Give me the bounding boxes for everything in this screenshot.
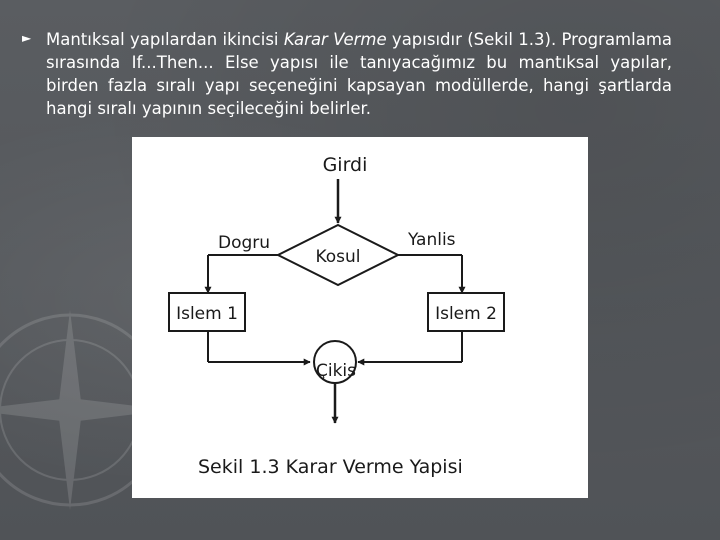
- figure-caption: Sekil 1.3 Karar Verme Yapisi: [198, 456, 463, 478]
- process-2-label: Islem 2: [435, 304, 497, 324]
- paragraph-part-2: yapısıdır (Sekil 1.3). Programlama sırasında If...Then... Else yapısı ile tanıyacağımız bu mantıksal yapılar, birden fazla sıralı yapı seçeneğini kapsayan modüllerde, hangi şartlarda hangi sıralı yapının seçileceğini belirler.: [46, 30, 673, 118]
- process-1-label: Islem 1: [176, 304, 238, 324]
- false-branch-label: Yanlis: [408, 230, 456, 250]
- input-label: Girdi: [322, 154, 368, 176]
- paragraph-emphasis: Karar Verme: [283, 30, 387, 49]
- bullet-paragraph: [46, 28, 672, 120]
- output-label: Çikis: [315, 361, 357, 381]
- paragraph-part-1: Mantıksal yapılardan ikincisi: [46, 30, 284, 49]
- bullet-arrow-icon: ►: [22, 31, 32, 45]
- true-branch-label: Dogru: [218, 233, 271, 253]
- decision-label: Kosul: [315, 247, 361, 267]
- flowchart-diagram: [132, 137, 588, 498]
- flowchart-figure: [132, 137, 588, 498]
